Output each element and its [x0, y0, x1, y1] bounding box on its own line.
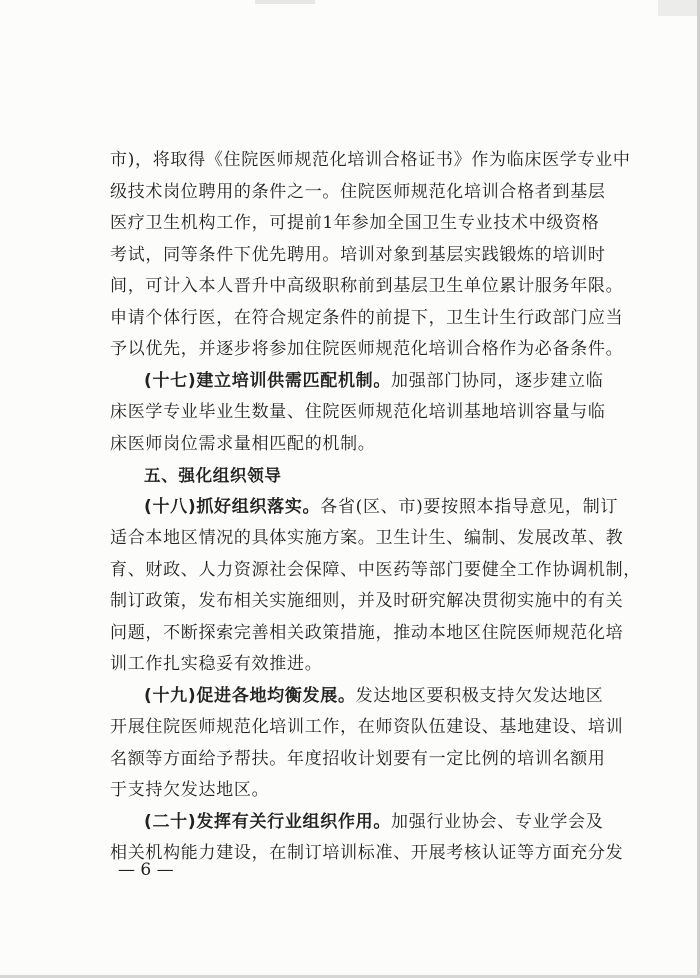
paragraph-20-first-rest: 加强行业协会、专业学会及 — [391, 811, 604, 832]
paragraph-20-lead: (二十)发挥有关行业组织作用。 — [144, 811, 392, 832]
paragraph-16-continued-line-7: 予以优先，并逐步将参加住院医师规范化培训合格作为必备条件。 — [110, 339, 624, 359]
paragraph-16-continued-line-4: 考试，同等条件下优先聘用。培训对象到基层实践锻炼的培训时 — [110, 244, 606, 265]
paragraph-18-line-5: 问题，不断探索完善相关政策措施，推动本地区住院医师规范化培 — [110, 622, 624, 643]
section-heading-5: 五、强化组织领导 — [144, 466, 282, 485]
paragraph-18-line-3: 育、财政、人力资源社会保障、中医药等部门要健全工作协调机制， — [110, 559, 641, 580]
paragraph-18-first-rest: 各省(区、市)要按照本指导意见，制订 — [320, 496, 619, 517]
paragraph-19-first-rest: 发达地区要积极支持欠发达地区 — [355, 685, 604, 706]
paragraph-17-lead: (十七)建立培训供需匹配机制。 — [144, 370, 392, 391]
paragraph-17-first-rest: 加强部门协同，逐步建立临 — [391, 370, 604, 391]
paragraph-19-line-1 — [110, 681, 605, 713]
paragraph-18-lead: (十八)抓好组织落实。 — [144, 496, 321, 517]
paragraph-17-line-3: 床医师岗位需求量相匹配的机制。 — [110, 433, 376, 454]
paragraph-19-line-2: 开展住院医师规范化培训工作，在师资队伍建设、基地建设、培训 — [110, 717, 624, 737]
paragraph-17-line-2: 床医学专业毕业生数量、住院医师规范化培训基地培训容量与临 — [110, 402, 606, 422]
paragraph-20-line-2: 相关机构能力建设，在制订培训标准、开展考核认证等方面充分发 — [110, 843, 624, 863]
paragraph-16-continued-line-1: 市)，将取得《住院医师规范化培训合格证书》作为临床医学专业中 — [110, 150, 631, 170]
paragraph-18-line-2: 适合本地区情况的具体实施方案。卫生计生、编制、发展改革、教 — [110, 528, 624, 548]
document-body — [110, 145, 641, 870]
page-number: — 6 — — [118, 860, 174, 880]
paragraph-18-line-1 — [110, 492, 619, 524]
paragraph-16-continued-line-6: 申请个体行医，在符合规定条件的前提下，卫生计生行政部门应当 — [110, 307, 624, 328]
paragraph-19-line-4: 于支持欠发达地区。 — [110, 780, 270, 800]
paragraph-16-continued-line-5: 间，可计入本人晋升中高级职称前到基层卫生单位累计服务年限。 — [110, 276, 624, 296]
paragraph-16-continued-line-2: 级技术岗位聘用的条件之一。住院医师规范化培训合格者到基层 — [110, 181, 606, 202]
paragraph-19-lead: (十九)促进各地均衡发展。 — [144, 685, 356, 706]
paragraph-16-continued-line-3: 医疗卫生机构工作，可提前1年参加全国卫生专业技术中级资格 — [110, 213, 600, 233]
paragraph-17-line-1 — [110, 366, 605, 398]
scan-artifact-top — [255, 0, 315, 4]
paragraph-20-line-1 — [110, 807, 605, 839]
paragraph-18-line-4: 制订政策，发布相关实施细则，并及时研究解决贯彻实施中的有关 — [110, 591, 624, 611]
scan-artifact-corner — [658, 0, 700, 16]
paragraph-19-line-3: 名额等方面给予帮扶。年度招收计划要有一定比例的培训名额用 — [110, 748, 606, 769]
paragraph-18-line-6: 训工作扎实稳妥有效推进。 — [110, 654, 323, 674]
